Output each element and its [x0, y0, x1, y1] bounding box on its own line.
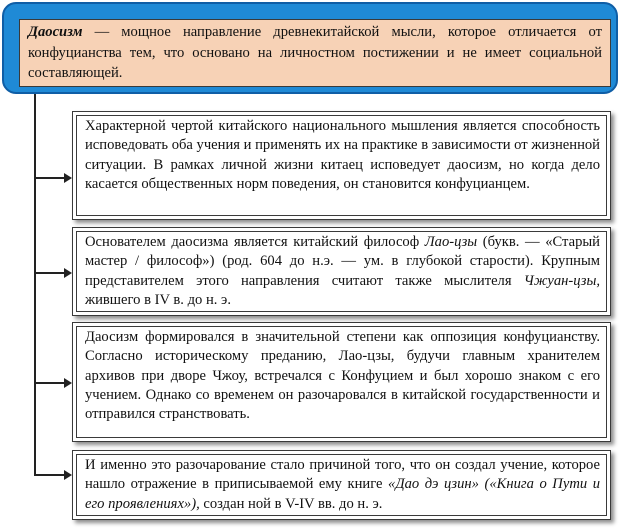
arrow-right-icon [64, 470, 72, 480]
card-text-segment: создан ной в V-IV вв. до н. э. [199, 495, 383, 512]
daoism-term: Даосизм [28, 24, 83, 40]
connector-line-3 [34, 382, 64, 384]
philosopher-name-lao-tzu: Лао-цзы [424, 234, 478, 250]
main-connector-line [34, 94, 36, 476]
card-text [76, 231, 607, 312]
card-text-segment: И именно это разочарование стало причиной того, что он создал учение, которое нашло отражение в приписываемой ему книге [85, 457, 600, 493]
arrow-right-icon [64, 173, 72, 183]
card-founder [72, 227, 611, 316]
card-text-segment: (букв. — «Старый мастер / философ») (род. 604 до н.э. — ум. в глубокой старости). Крупным представителем этого направления считают также мыслителя [85, 234, 600, 289]
card-text-segment: жившего в IV в. до н. э. [85, 291, 231, 308]
card-text-segment: Даосизм формировался в значительной степени как оппозиция конфуцианству. Согласно историческому преданию, Лао-цзы, будучи главным хранителем архивов при дворе Чжоу, встречался с Конфуцием и был хорошо знаком с его учением. Однако со временем он разочаровался в китайской государственности и отправился странствовать. [85, 329, 600, 423]
book-title: «Дао дэ цзин» («Книга о Пути и его проявлениях»), [85, 476, 601, 512]
card-text [76, 115, 607, 216]
card-text [76, 454, 607, 516]
philosopher-name-zhuangzi: Чжуан-цзы, [523, 272, 600, 289]
connector-line-2 [34, 272, 64, 274]
daoism-definition-box [19, 19, 611, 87]
card-tao-te-ching [72, 450, 611, 520]
daoism-definition-text: — мощное направление древнекитайской мысли, которое отличается от конфуцианства тем, что основано на личностном постижении и не имеет социальной составляющей. [28, 24, 602, 82]
connector-line-1 [34, 177, 64, 179]
card-text-segment: Основателем даосизма является китайский философ [85, 234, 425, 250]
card-text [76, 326, 607, 438]
card-text-segment: Характерной чертой китайского национального мышления является способность исповедовать оба учения и применять их на практике в зависимости от жизненной ситуации. В рамках личной жизни китаец исповедует даосизм, но когда дело касается общественных норм поведения, он становится конфуцианцем. [85, 118, 600, 192]
card-dual-practice [72, 111, 611, 220]
connector-line-4 [34, 474, 64, 476]
arrow-right-icon [64, 268, 72, 278]
card-opposition [72, 322, 611, 442]
arrow-right-icon [64, 378, 72, 388]
header-frame [2, 2, 618, 94]
